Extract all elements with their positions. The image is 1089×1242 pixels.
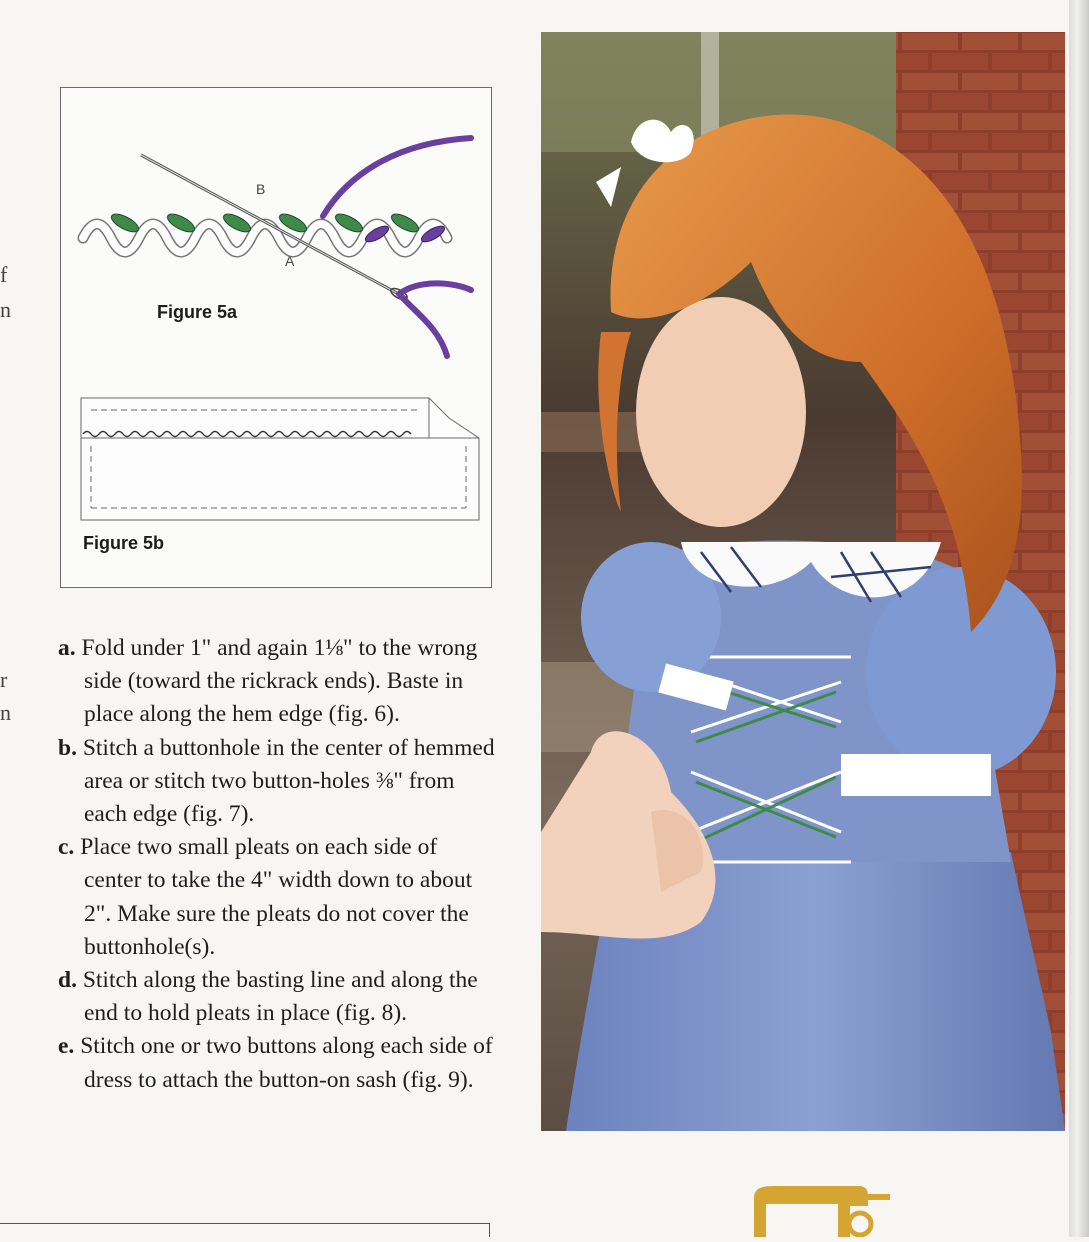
figure-illustration bbox=[61, 88, 491, 587]
hem-diagram bbox=[81, 398, 479, 520]
bottom-rule bbox=[489, 1223, 490, 1237]
point-a-label: A bbox=[285, 253, 295, 269]
step-item bbox=[58, 632, 498, 732]
girl-in-smocked-dress-photo bbox=[541, 32, 1065, 1131]
step-letter: b. bbox=[58, 734, 77, 761]
margin-fragment: n bbox=[0, 700, 11, 725]
sewing-machine-icon bbox=[748, 1184, 898, 1237]
purple-thread bbox=[323, 138, 471, 216]
instruction-steps bbox=[58, 632, 498, 1097]
margin-fragment: r bbox=[0, 667, 8, 692]
bottom-rule bbox=[0, 1223, 490, 1224]
step-text: Stitch one or two buttons along each side of dress to attach the button-on sash (fig. 9). bbox=[74, 1033, 493, 1093]
step-text: Fold under 1" and again 1⅛" to the wrong side (toward the rickrack ends). Baste in place along the hem edge (fig. 6). bbox=[75, 635, 478, 728]
step-letter: e. bbox=[58, 1033, 75, 1060]
step-item bbox=[58, 831, 498, 964]
step-item bbox=[58, 964, 498, 1030]
margin-fragment: f bbox=[0, 262, 8, 287]
photo-illustration bbox=[541, 32, 1065, 1131]
step-item bbox=[58, 1030, 498, 1096]
figure-5a-caption: Figure 5a bbox=[157, 302, 238, 322]
step-letter: c. bbox=[58, 834, 75, 861]
margin-fragment: n bbox=[0, 297, 11, 322]
step-item bbox=[58, 732, 498, 832]
step-text: Place two small pleats on each side of center to take the 4" width down to about 2". Make sure the pleats do not cover the buttonhole(s). bbox=[74, 834, 473, 960]
step-text: Stitch a buttonhole in the center of hemmed area or stitch two button-holes ⅜" from each edge (fig. 7). bbox=[76, 734, 495, 828]
purple-thread bbox=[399, 283, 471, 356]
figure-box bbox=[60, 87, 492, 588]
point-b-label: B bbox=[256, 181, 266, 197]
step-letter: a. bbox=[58, 635, 76, 661]
step-letter: d. bbox=[58, 967, 77, 994]
page-gutter bbox=[1069, 0, 1089, 1237]
step-text: Stitch along the basting line and along the end to hold pleats in place (fig. 8). bbox=[76, 967, 478, 1027]
sewing-machine-icon-shape bbox=[748, 1184, 898, 1237]
figure-5b-caption: Figure 5b bbox=[83, 533, 165, 553]
